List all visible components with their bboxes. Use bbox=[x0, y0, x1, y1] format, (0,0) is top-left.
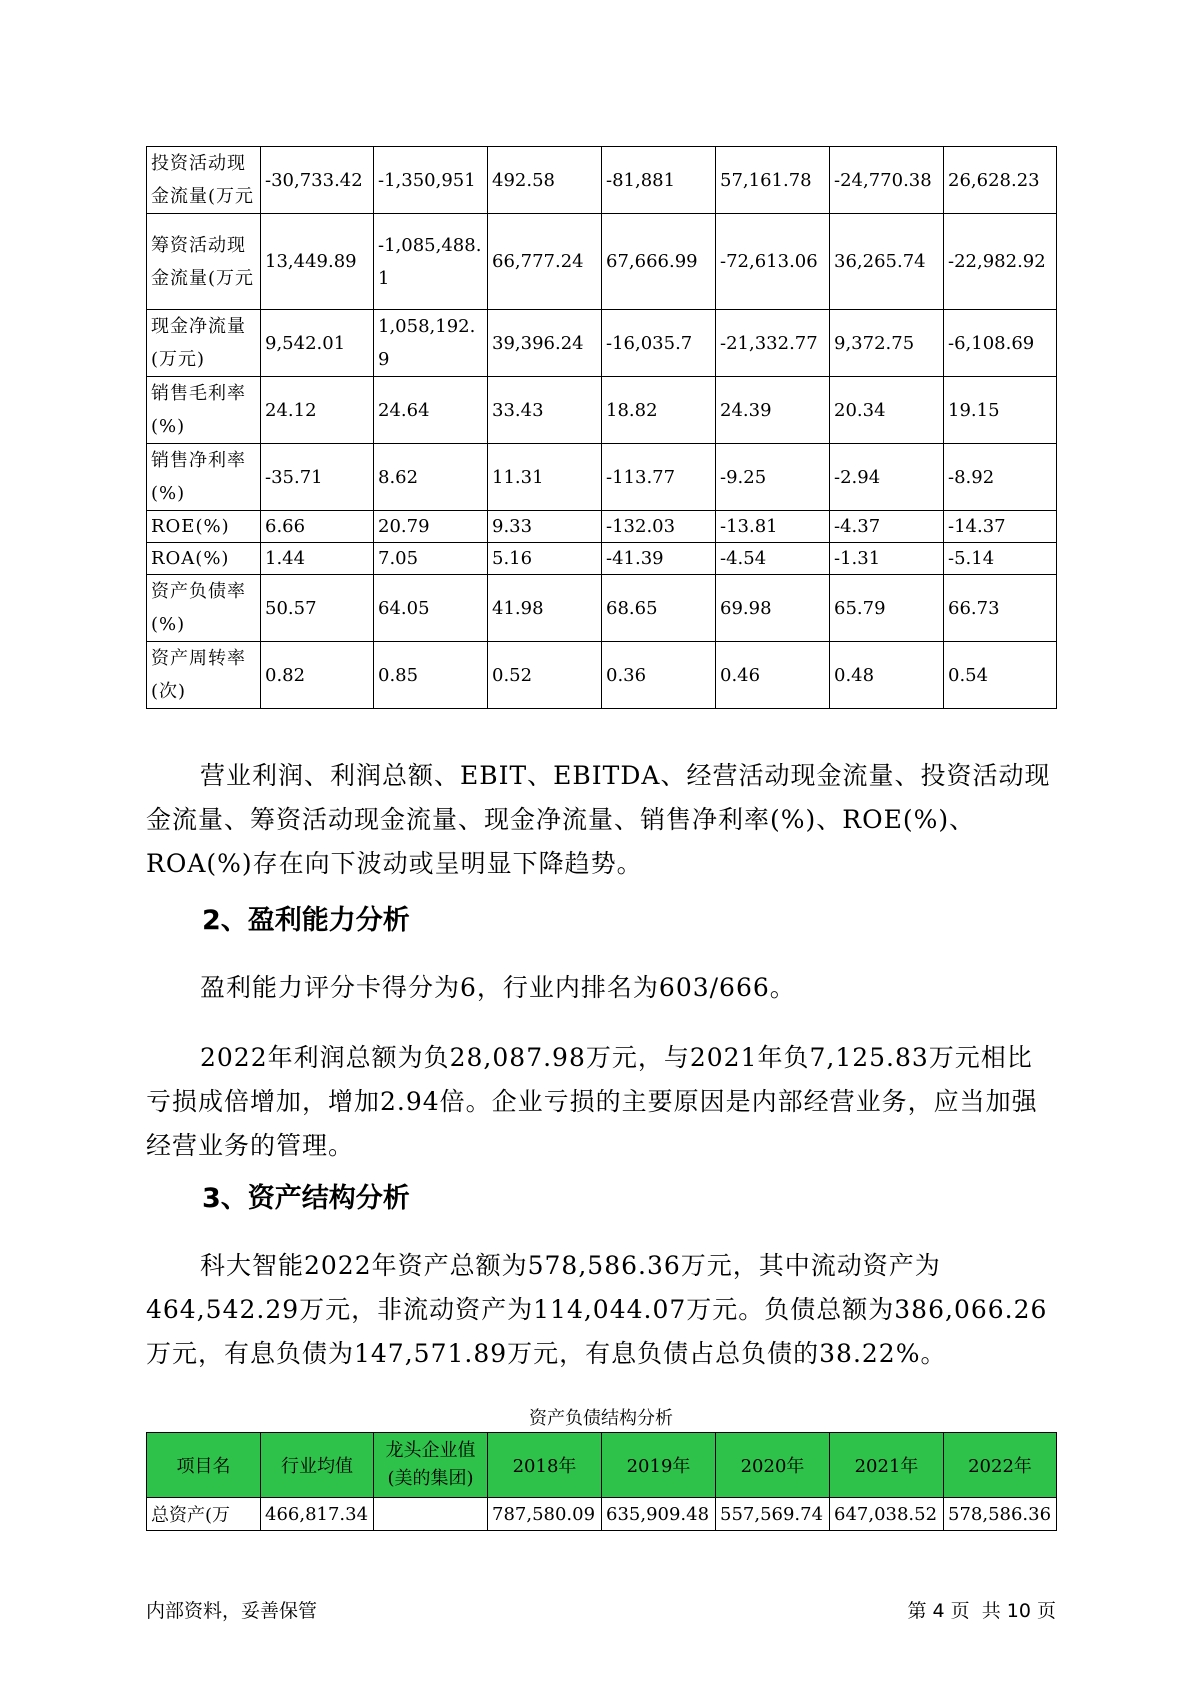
row-label: 总资产(万 bbox=[147, 1498, 261, 1531]
table-cell: -22,982.92 bbox=[944, 214, 1057, 310]
header-cell: 2019年 bbox=[602, 1433, 716, 1498]
table-cell: 9,372.75 bbox=[830, 310, 944, 377]
table-row bbox=[147, 147, 1057, 214]
table-cell: 0.54 bbox=[944, 642, 1057, 709]
table-header-row bbox=[147, 1433, 1057, 1498]
row-label: ROE(%) bbox=[147, 511, 261, 543]
table-cell: 64.05 bbox=[374, 575, 488, 642]
profit-analysis-paragraph: 2022年利润总额为负28,087.98万元，与2021年负7,125.83万元相比亏损成倍增加，增加2.94倍。企业亏损的主要原因是内部经营业务，应当加强经营业务的管理。 bbox=[146, 1043, 1038, 1160]
row-label: 资产周转率(次) bbox=[147, 642, 261, 709]
table-cell bbox=[374, 1498, 488, 1531]
header-cell: 行业均值 bbox=[261, 1433, 374, 1498]
table-cell: 24.12 bbox=[261, 377, 374, 444]
table-cell: 0.48 bbox=[830, 642, 944, 709]
table-caption: 资产负债结构分析 bbox=[529, 1408, 673, 1429]
table-cell: 67,666.99 bbox=[602, 214, 716, 310]
asset-structure-paragraph: 科大智能2022年资产总额为578,586.36万元，其中流动资产为464,542.29万元，非流动资产为114,044.07万元。负债总额为386,066.26万元，有息负债为147,571.89万元，有息负债占总负债的38.22%。 bbox=[146, 1251, 1048, 1368]
table-cell: 1,058,192.9 bbox=[374, 310, 488, 377]
table-cell: 24.39 bbox=[716, 377, 830, 444]
table-cell: 50.57 bbox=[261, 575, 374, 642]
table-cell: -1,350,951 bbox=[374, 147, 488, 214]
section-heading-profitability: 2、盈利能力分析 bbox=[202, 905, 410, 936]
table-cell: 0.36 bbox=[602, 642, 716, 709]
table-cell: 557,569.74 bbox=[716, 1498, 830, 1531]
row-label: 现金净流量(万元) bbox=[147, 310, 261, 377]
table-cell: 26,628.23 bbox=[944, 147, 1057, 214]
table-cell: 0.85 bbox=[374, 642, 488, 709]
table-cell: -8.92 bbox=[944, 444, 1057, 511]
table-cell: 20.79 bbox=[374, 511, 488, 543]
header-cell: 2020年 bbox=[716, 1433, 830, 1498]
table-cell: -41.39 bbox=[602, 543, 716, 575]
table-cell: -81,881 bbox=[602, 147, 716, 214]
table-cell: 492.58 bbox=[488, 147, 602, 214]
table-cell: 24.64 bbox=[374, 377, 488, 444]
table-cell: 39,396.24 bbox=[488, 310, 602, 377]
table-cell: 20.34 bbox=[830, 377, 944, 444]
table-cell: 36,265.74 bbox=[830, 214, 944, 310]
table-cell: 18.82 bbox=[602, 377, 716, 444]
table-cell: -4.54 bbox=[716, 543, 830, 575]
table-row bbox=[147, 310, 1057, 377]
header-cell: 2022年 bbox=[944, 1433, 1057, 1498]
table-row bbox=[147, 543, 1057, 575]
table-cell: -1.31 bbox=[830, 543, 944, 575]
table-cell: -21,332.77 bbox=[716, 310, 830, 377]
asset-liability-structure-table bbox=[146, 1432, 1057, 1531]
table-cell: 9,542.01 bbox=[261, 310, 374, 377]
row-label: 资产负债率(%) bbox=[147, 575, 261, 642]
row-label: 筹资活动现金流量(万元 bbox=[147, 214, 261, 310]
table-cell: 1.44 bbox=[261, 543, 374, 575]
table-cell: 68.65 bbox=[602, 575, 716, 642]
table-cell: -9.25 bbox=[716, 444, 830, 511]
header-cell: 2021年 bbox=[830, 1433, 944, 1498]
table-cell: 8.62 bbox=[374, 444, 488, 511]
table-cell: -132.03 bbox=[602, 511, 716, 543]
table-row bbox=[147, 214, 1057, 310]
row-label: 销售毛利率(%) bbox=[147, 377, 261, 444]
table-cell: 466,817.34 bbox=[261, 1498, 374, 1531]
table-cell: 0.52 bbox=[488, 642, 602, 709]
row-label: ROA(%) bbox=[147, 543, 261, 575]
table-cell: 635,909.48 bbox=[602, 1498, 716, 1531]
table-cell: -16,035.7 bbox=[602, 310, 716, 377]
table-cell: 787,580.09 bbox=[488, 1498, 602, 1531]
table-cell: -113.77 bbox=[602, 444, 716, 511]
table-row bbox=[147, 575, 1057, 642]
profitability-score-paragraph: 盈利能力评分卡得分为6，行业内排名为603/666。 bbox=[200, 973, 796, 1002]
table-cell: -2.94 bbox=[830, 444, 944, 511]
table-cell: 41.98 bbox=[488, 575, 602, 642]
financial-indicators-table bbox=[146, 146, 1057, 709]
table-cell: -5.14 bbox=[944, 543, 1057, 575]
table-cell: 0.46 bbox=[716, 642, 830, 709]
table-cell: 647,038.52 bbox=[830, 1498, 944, 1531]
table-cell: -4.37 bbox=[830, 511, 944, 543]
table-cell: 0.82 bbox=[261, 642, 374, 709]
table-cell: -72,613.06 bbox=[716, 214, 830, 310]
trend-paragraph: 营业利润、利润总额、EBIT、EBITDA、经营活动现金流量、投资活动现金流量、筹资活动现金流量、现金净流量、销售净利率(%)、ROE(%)、ROA(%)存在向下波动或呈明显下降趋势。 bbox=[146, 761, 1051, 878]
table-cell: 5.16 bbox=[488, 543, 602, 575]
table-row bbox=[147, 377, 1057, 444]
row-label: 投资活动现金流量(万元 bbox=[147, 147, 261, 214]
table-cell: -14.37 bbox=[944, 511, 1057, 543]
table-cell: 13,449.89 bbox=[261, 214, 374, 310]
table-cell: 7.05 bbox=[374, 543, 488, 575]
table-cell: -1,085,488.1 bbox=[374, 214, 488, 310]
header-cell: 龙头企业值(美的集团) bbox=[374, 1433, 488, 1498]
table-row bbox=[147, 444, 1057, 511]
table-cell: 33.43 bbox=[488, 377, 602, 444]
section-heading-asset-structure: 3、资产结构分析 bbox=[202, 1183, 410, 1214]
footer-confidential-note: 内部资料，妥善保管 bbox=[146, 1600, 318, 1622]
table-row bbox=[147, 642, 1057, 709]
header-cell: 项目名 bbox=[147, 1433, 261, 1498]
table-cell: 578,586.36 bbox=[944, 1498, 1057, 1531]
table-row bbox=[147, 511, 1057, 543]
table-cell: -13.81 bbox=[716, 511, 830, 543]
header-cell: 2018年 bbox=[488, 1433, 602, 1498]
table-cell: 9.33 bbox=[488, 511, 602, 543]
row-label: 销售净利率(%) bbox=[147, 444, 261, 511]
table-cell: 66,777.24 bbox=[488, 214, 602, 310]
table-cell: -24,770.38 bbox=[830, 147, 944, 214]
table-cell: 69.98 bbox=[716, 575, 830, 642]
table-cell: -6,108.69 bbox=[944, 310, 1057, 377]
table-cell: 65.79 bbox=[830, 575, 944, 642]
table-cell: -35.71 bbox=[261, 444, 374, 511]
table-cell: 6.66 bbox=[261, 511, 374, 543]
footer-page-number: 第 4 页 共 10 页 bbox=[907, 1600, 1056, 1622]
table-cell: 66.73 bbox=[944, 575, 1057, 642]
table-cell: 11.31 bbox=[488, 444, 602, 511]
table-cell: 19.15 bbox=[944, 377, 1057, 444]
table-cell: -30,733.42 bbox=[261, 147, 374, 214]
table-row bbox=[147, 1498, 1057, 1531]
table-cell: 57,161.78 bbox=[716, 147, 830, 214]
